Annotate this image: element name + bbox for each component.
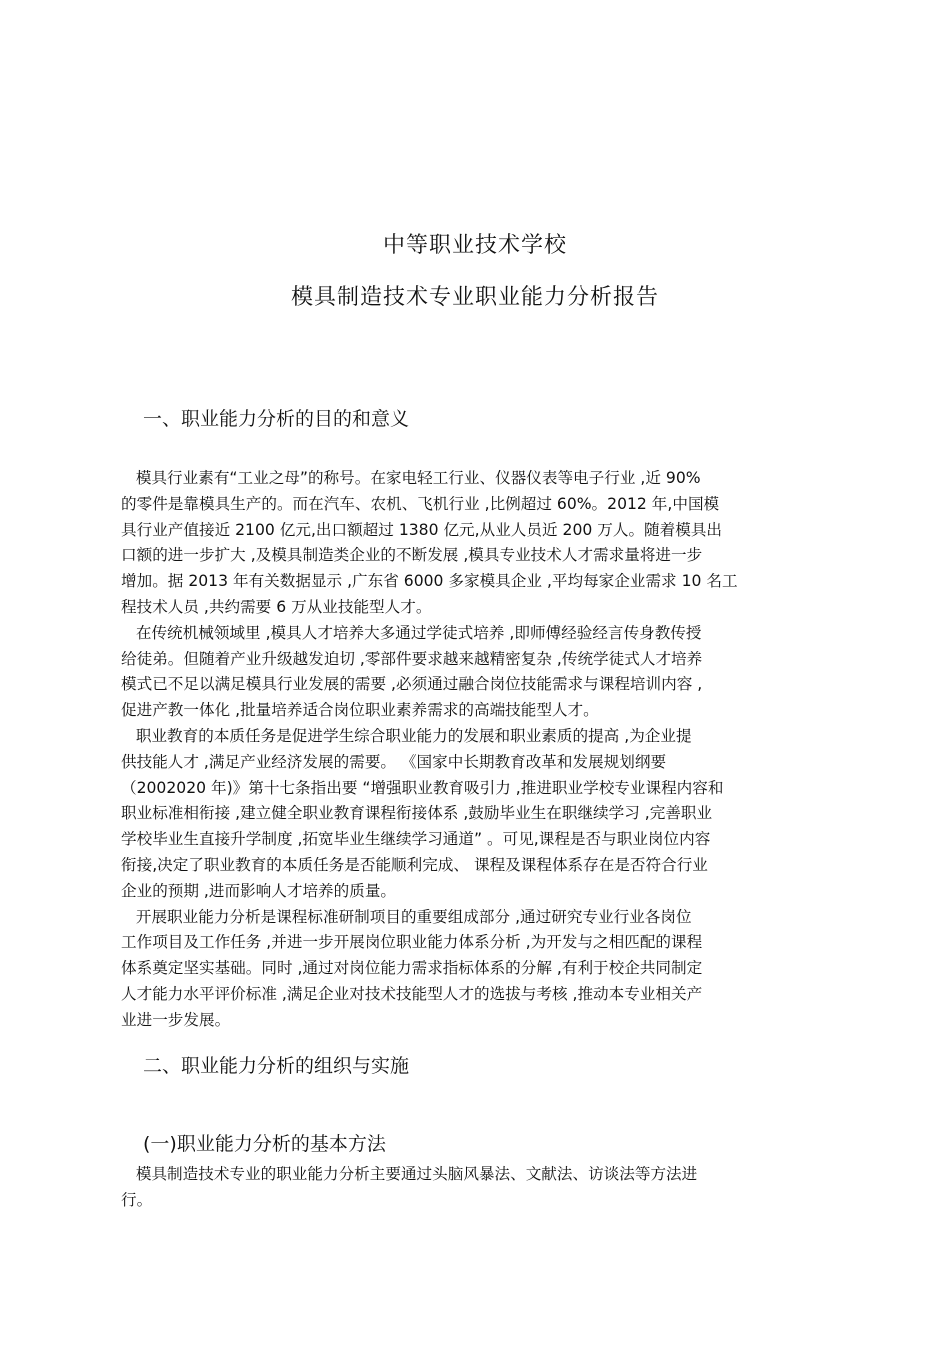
body-line: 给徒弟。但随着产业升级越发迫切 ,零部件要求越来越精密复杂 ,传统学徒式人才培养 — [121, 649, 703, 668]
body-line: 口额的进一步扩大 ,及模具制造类企业的不断发展 ,模具专业技术人才需求量将进一步 — [121, 546, 703, 565]
body-line: 业进一步发展。 — [121, 1010, 231, 1029]
subsection-1-body — [121, 1162, 833, 1214]
section-1-heading: 一、职业能力分析的目的和意义 — [143, 408, 410, 430]
section-1-body — [121, 466, 833, 1034]
body-line: 企业的预期 ,进而影响人才培养的质量。 — [121, 881, 397, 900]
body-line: 职业教育的本质任务是促进学生综合职业能力的发展和职业素质的提高 ,为企业提 — [121, 726, 692, 745]
body-line: 具行业产值接近 2100 亿元,出口额超过 1380 亿元,从业人员近 200 万人。随着模具出 — [121, 520, 723, 539]
body-line: 人才能力水平评价标准 ,满足企业对技术技能型人才的选拔与考核 ,推动本专业相关产 — [121, 984, 703, 1003]
body-line: 的零件是靠模具生产的。而在汽车、农机、飞机行业 ,比例超过 60%。2012 年,中国模 — [121, 494, 720, 513]
body-line: 衔接,决定了职业教育的本质任务是否能顺利完成、 课程及课程体系存在是否符合行业 — [121, 855, 708, 874]
body-line: 程技术人员 ,共约需要 6 万从业技能型人才。 — [121, 597, 432, 616]
body-line: 促进产教一体化 ,批量培养适合岗位职业素养需求的高端技能型人才。 — [121, 701, 599, 720]
subsection-1-heading: (一)职业能力分析的基本方法 — [143, 1133, 386, 1155]
body-line: 增加。据 2013 年有关数据显示 ,广东省 6000 多家模具企业 ,平均每家企业需求 10 名工 — [121, 572, 738, 591]
body-line: 职业标准相衔接 ,建立健全职业教育课程衔接体系 ,鼓励毕业生在职继续学习 ,完善职业 — [121, 804, 713, 823]
body-line: 开展职业能力分析是课程标准研制项目的重要组成部分 ,通过研究专业行业各岗位 — [121, 907, 692, 926]
body-line: （2002020 年)》第十七条指出要 “增强职业教育吸引力 ,推进职业学校专业课程内容和 — [121, 778, 724, 797]
body-line: 模具行业素有“工业之母”的称号。在家电轻工行业、仪器仪表等电子行业 ,近 90% — [121, 469, 701, 487]
body-line: 供技能人才 ,满足产业经济发展的需要。 《国家中长期教育改革和发展规划纲要 — [121, 752, 667, 771]
body-line: 模具制造技术专业的职业能力分析主要通过头脑风暴法、文献法、访谈法等方法进 — [121, 1165, 698, 1183]
body-line: 体系奠定坚实基础。同时 ,通过对岗位能力需求指标体系的分解 ,有利于校企共同制定 — [121, 959, 703, 978]
body-line: 学校毕业生直接升学制度 ,拓宽毕业生继续学习通道” 。可见,课程是否与职业岗位内容 — [121, 830, 711, 849]
document-title-line-1: 中等职业技术学校 — [382, 233, 567, 258]
body-line: 工作项目及工作任务 ,并进一步开展岗位职业能力体系分析 ,为开发与之相匹配的课程 — [121, 933, 703, 952]
section-2-heading: 二、职业能力分析的组织与实施 — [143, 1055, 410, 1077]
body-line: 在传统机械领域里 ,模具人才培养大多通过学徒式培养 ,即师傅经验经言传身教传授 — [121, 623, 702, 642]
document-title-line-2: 模具制造技术专业职业能力分析报告 — [290, 285, 659, 310]
body-line: 行。 — [121, 1190, 153, 1209]
body-line: 模式已不足以满足模具行业发展的需要 ,必须通过融合岗位技能需求与课程培训内容 , — [121, 675, 703, 694]
